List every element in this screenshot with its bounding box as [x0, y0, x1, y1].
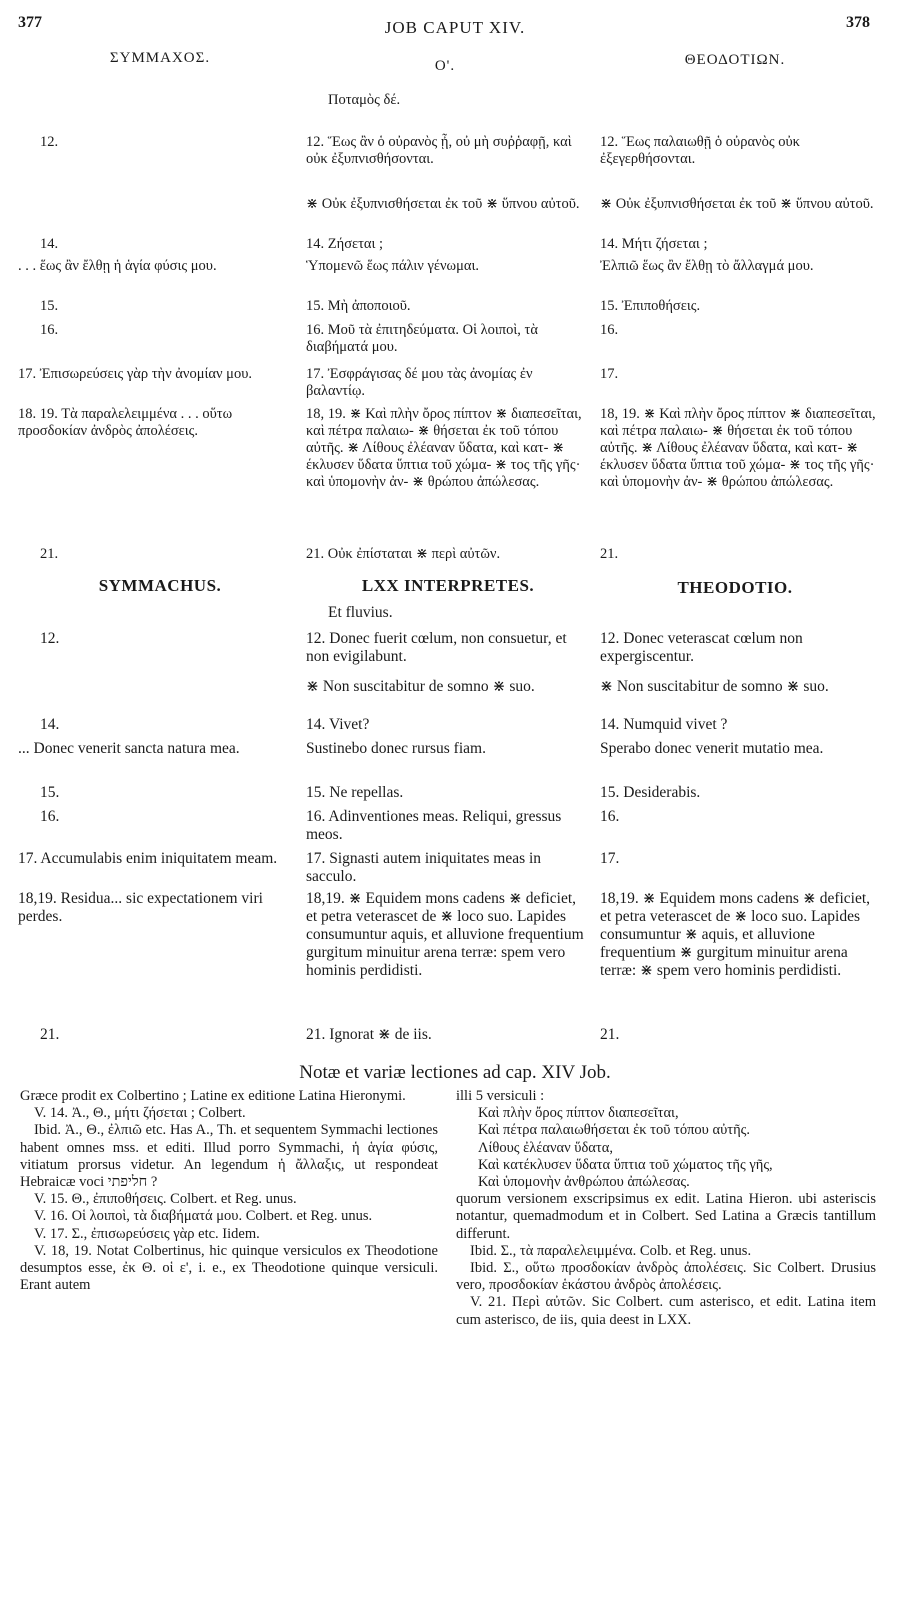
note-paragraph: quorum versionem exscripsimus ex edit. Latina Hieron. ubi asteriscis notantur, quemadmodum et in Colbert. Sed Latina a Græcis tantillum differunt. [456, 1191, 876, 1242]
latin-sym-cell: 17. Accumulabis enim iniquitatem meam. [18, 850, 278, 867]
note-paragraph: Ibid. Ἀ., Θ., ἐλπιῶ etc. Has A., Th. et sequentem Symmachi lectiones habent omnes mss. et editi. Illud porro Symmachi, ἡ ἁγία φύσις, vitiatum prorsus videtur. An legendum ἡ ἄλλαξις, ut respondeat Hebraicæ voci חליפתי ? [20, 1122, 438, 1191]
latin-theo-cell: ⋇ Non suscitabitur de somno ⋇ suo. [600, 678, 829, 695]
note-paragraph: V. 21. Περὶ αὐτῶν. Sic Colbert. cum asterisco, et edit. Latina item cum asterisco, de iis, quia deest in LXX. [456, 1294, 876, 1328]
latin-sym-cell: 15. [40, 784, 60, 801]
latin-sym-cell: 12. [40, 630, 60, 647]
greek-sym-cell: 18. 19. Τὰ παραλελειμμένα . . . οὕτω προσδοκίαν ἀνδρὸς ἀπολέσεις. [18, 406, 233, 439]
latin-lxx-cell: 15. Ne repellas. [306, 784, 404, 801]
latin-lxx-cell: 12. Donec fuerit cœlum, non consuetur, et non evigilabunt. [306, 630, 567, 665]
latin-theo-cell: 17. [600, 850, 620, 867]
notes-right-column [456, 1088, 876, 1329]
greek-lxx-cell: 21. Οὐκ ἐπίσταται ⋇ περὶ αὐτῶν. [306, 546, 501, 562]
note-paragraph: V. 17. Σ., ἐπισωρεύσεις γὰρ etc. Iidem. [34, 1225, 260, 1242]
note-paragraph: V. 18, 19. Notat Colbertinus, hic quinque versiculos ex Theodotione desumptos esse, ἐκ Θ. οἱ ε', i. e., ex Theodotione quinque versiculi. Erant autem [20, 1242, 438, 1294]
latin-sym-cell: 21. [40, 1026, 60, 1043]
note-paragraph: illi 5 versiculi : [456, 1088, 545, 1104]
greek-lxx-cell: Ποταμὸς δέ. [328, 92, 401, 108]
note-paragraph: Græce prodit ex Colbertino ; Latine ex editione Latina Hieronymi. [20, 1088, 406, 1104]
latin-theo-cell: 21. [600, 1026, 620, 1043]
latin-lxx-cell: 21. Ignorat ⋇ de iis. [306, 1026, 432, 1043]
notes-left-column [20, 1088, 438, 1294]
greek-sym-cell: 15. [40, 298, 59, 314]
notes-title: Notæ et variæ lectiones ad cap. XIV Job. [299, 1062, 611, 1083]
latin-sym-cell: ... Donec venerit sancta natura mea. [18, 740, 240, 757]
latin-lxx-cell: ⋇ Non suscitabitur de somno ⋇ suo. [306, 678, 535, 695]
greek-theo-cell: 18, 19. ⋇ Καὶ πλὴν ὄρος πίπτον ⋇ διαπεσεῖται, καὶ πέτρα παλαιω- ⋇ θήσεται ἐκ τοῦ τόπου αὐτῆς. ⋇ Λίθους ἐλέαναν ὕδατα, καὶ κατ- ⋇ έκλυσεν ὕδατα ὕπτια τοῦ χώμα- ⋇ τος τῆς γῆς· καὶ ὑπομονὴν ἀν- ⋇ θρώπου ἀπώλεσας. [600, 406, 876, 490]
greek-lxx-cell: 16. Μοῦ τὰ ἐπιτηδεύματα. Οἱ λοιποὶ, τὰ διαβήματά μου. [306, 322, 538, 355]
note-greek-line: Καὶ πέτρα παλαιωθήσεται ἐκ τοῦ τόπου αὐτῆς. [478, 1122, 751, 1139]
latin-lxx-cell: 16. Adinventiones meas. Reliqui, gressus meos. [306, 808, 562, 843]
note-paragraph: V. 16. Οἱ λοιποὶ, τὰ διαβήματά μου. Colbert. et Reg. unus. [34, 1208, 373, 1225]
greek-lxx-cell: ⋇ Οὐκ ἐξυπνισθήσεται ἐκ τοῦ ⋇ ὕπνου αὐτοῦ. [306, 196, 580, 212]
page-number-left: 377 [18, 14, 42, 31]
greek-theo-cell: 15. Ἐπιποθήσεις. [600, 298, 701, 314]
note-paragraph: Ibid. Σ., τὰ παραλελειμμένα. Colb. et Reg. unus. [470, 1242, 752, 1259]
greek-sym-cell: 21. [40, 546, 59, 562]
greek-sym-cell: 17. Ἐπισωρεύσεις γὰρ τὴν ἀνομίαν μου. [18, 366, 252, 382]
note-greek-line: Λίθους ἐλέαναν ὕδατα, [478, 1139, 613, 1156]
latin-lxx-cell: Sustinebo donec rursus fiam. [306, 740, 486, 757]
greek-theo-cell: 21. [600, 546, 619, 562]
note-greek-line: Καὶ κατέκλυσεν ὕδατα ὕπτια τοῦ χώματος τῆς γῆς, [478, 1156, 773, 1173]
greek-heading-symmachus: ΣΥΜΜΑΧΟΣ. [109, 50, 211, 66]
note-paragraph: V. 14. Ἀ., Θ., μήτι ζήσεται ; Colbert. [34, 1105, 246, 1122]
latin-theo-cell: 16. [600, 808, 620, 825]
latin-theo-cell: 15. Desiderabis. [600, 784, 701, 801]
greek-sym-cell: . . . ἕως ἂν ἔλθῃ ἡ ἁγία φύσις μου. [18, 258, 217, 274]
latin-sym-cell: 16. [40, 808, 60, 825]
greek-theo-cell: 14. Μήτι ζήσεται ; [600, 236, 708, 252]
latin-heading-symmachus: SYMMACHUS. [98, 576, 222, 595]
greek-theo-cell: 17. [600, 366, 619, 382]
latin-theo-cell: 12. Donec veterascat cœlum non expergiscentur. [600, 630, 803, 665]
greek-heading-lxx: Ο'. [434, 58, 456, 74]
greek-sym-cell: 14. [40, 236, 59, 252]
page-number-right: 378 [846, 14, 870, 31]
greek-lxx-cell: 12. Ἕως ἂν ὁ οὐρανὸς ᾖ, οὐ μὴ συῤῥαφῇ, καὶ οὐκ ἐξυπνισθήσονται. [306, 134, 572, 167]
note-greek-line: Καὶ ὑπομονὴν ἀνθρώπου ἀπώλεσας. [478, 1174, 690, 1191]
latin-lxx-cell: 18,19. ⋇ Equidem mons cadens ⋇ deficiet, et petra veterascet de ⋇ loco suo. Lapides consumuntur aquis, et alluvione frequentium gurgitum minuitur arena terræ: spem vero hominis perdidisti. [306, 890, 584, 979]
latin-heading-lxx: LXX INTERPRETES. [361, 576, 535, 595]
greek-theo-cell: Ἐλπιῶ ἕως ἂν ἔλθῃ τὸ ἄλλαγμά μου. [600, 258, 814, 274]
note-paragraph: Ibid. Σ., οὕτω προσδοκίαν ἀνδρὸς ἀπολέσεις. Sic Colbert. Drusius vero, προσδοκίαν ἑκάστου ἀνδρὸς ἀπολέσεις. [456, 1260, 876, 1294]
note-greek-line: Καὶ πλὴν ὄρος πίπτον διαπεσεῖται, [478, 1105, 679, 1122]
greek-sym-cell: 12. [40, 134, 59, 150]
latin-lxx-cell: 17. Signasti autem iniquitates meas in sacculo. [306, 850, 542, 885]
greek-lxx-cell: 17. Ἐσφράγισας δέ μου τὰς ἀνομίας ἐν βαλαντίῳ. [306, 366, 533, 399]
greek-theo-cell: 12. Ἕως παλαιωθῇ ὁ οὐρανὸς οὐκ ἐξεγερθήσονται. [600, 134, 800, 167]
note-paragraph: V. 15. Θ., ἐπιποθήσεις. Colbert. et Reg. unus. [34, 1191, 297, 1208]
latin-lxx-cell: Et fluvius. [328, 604, 393, 621]
latin-sym-cell: 18,19. Residua... sic expectationem viri perdes. [18, 890, 263, 925]
greek-lxx-cell: Ὑπομενῶ ἕως πάλιν γένωμαι. [306, 258, 479, 274]
latin-lxx-cell: 14. Vivet? [306, 716, 370, 733]
greek-sym-cell: 16. [40, 322, 59, 338]
greek-theo-cell: 16. [600, 322, 619, 338]
latin-theo-cell: Sperabo donec venerit mutatio mea. [600, 740, 824, 757]
greek-lxx-cell: 15. Μὴ ἀποποιοῦ. [306, 298, 411, 314]
latin-sym-cell: 14. [40, 716, 60, 733]
greek-heading-theodotion: ΘΕΟΔΟΤΙΩΝ. [684, 52, 786, 68]
latin-heading-theodotion: THEODOTIO. [677, 578, 793, 597]
greek-theo-cell: ⋇ Οὐκ ἐξυπνισθήσεται ἐκ τοῦ ⋇ ὕπνου αὐτοῦ. [600, 196, 874, 212]
running-head: JOB CAPUT XIV. [384, 18, 526, 37]
greek-lxx-cell: 18, 19. ⋇ Καὶ πλὴν ὄρος πίπτον ⋇ διαπεσεῖται, καὶ πέτρα παλαιω- ⋇ θήσεται ἐκ τοῦ τόπου αὐτῆς. ⋇ Λίθους ἐλέαναν ὕδατα, καὶ κατ- ⋇ έκλυσεν ὕδατα ὕπτια τοῦ χώμα- ⋇ τος τῆς γῆς· καὶ ὑπομονὴν ἀν- ⋇ θρώπου ἀπώλεσας. [306, 406, 582, 490]
latin-theo-cell: 18,19. ⋇ Equidem mons cadens ⋇ deficiet, et petra veterascet de ⋇ loco suo. Lapides consumuntur ⋇ aquis, et alluvione frequentium ⋇ gurgitum minuitur arena terræ: ⋇ spem vero hominis perdidisti. [600, 890, 871, 979]
greek-lxx-cell: 14. Ζήσεται ; [306, 236, 384, 252]
latin-theo-cell: 14. Numquid vivet ? [600, 716, 728, 733]
